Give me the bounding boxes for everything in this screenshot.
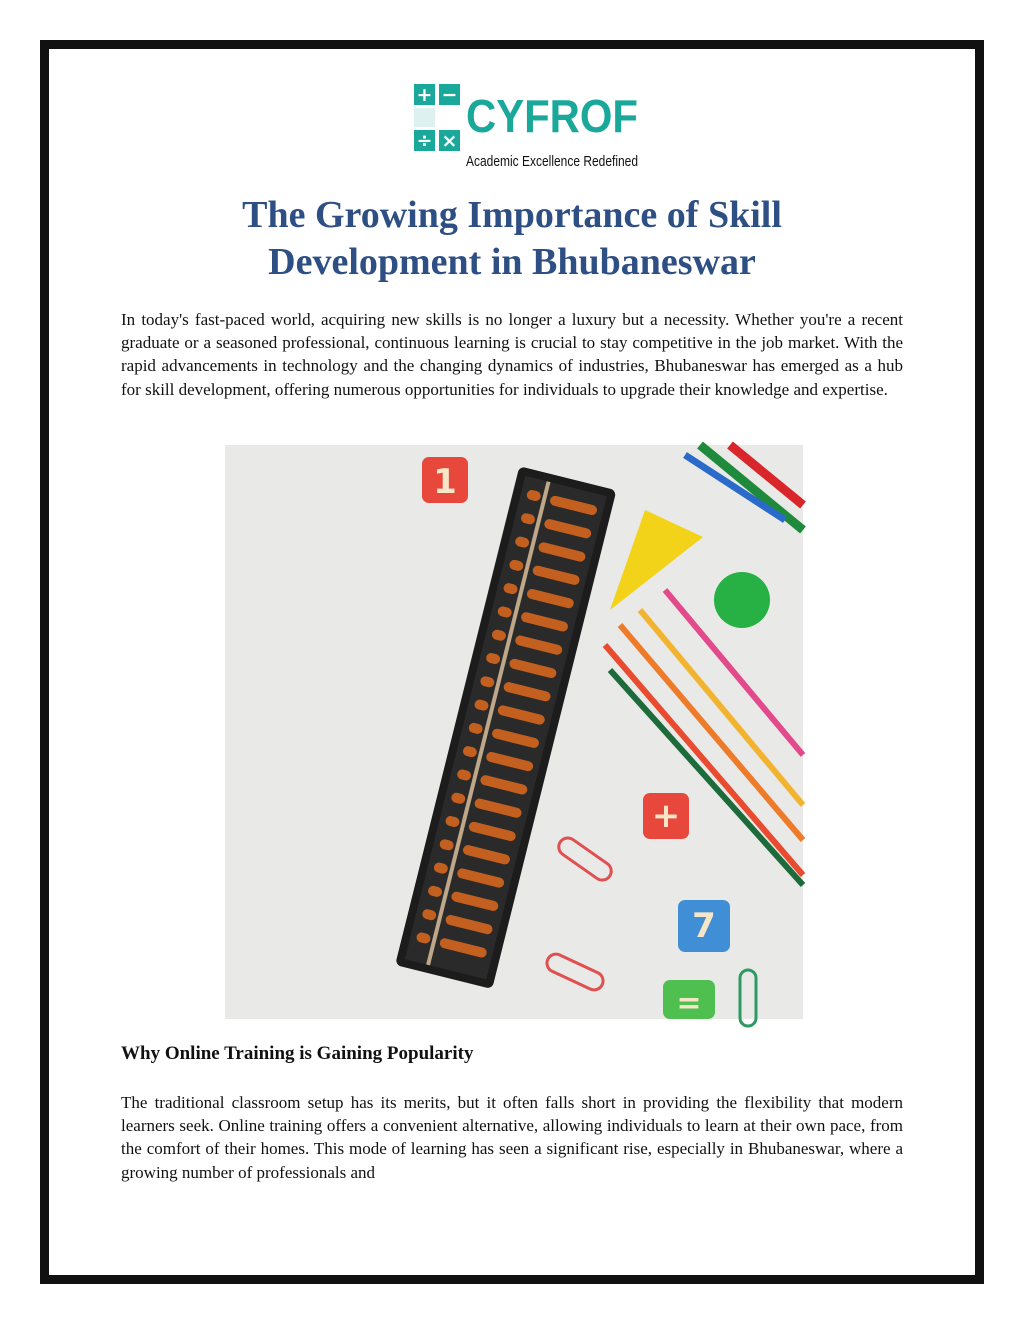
section-paragraph: The traditional classroom setup has its merits, but it often falls short in providing the flexibility that modern learners seek. Online training offers a convenient alternative, allowing individuals to learn at their own pace, from the comfort of their homes. This mode of learning has seen a significant rise, especially in Bhubaneswar, where a growing number of professionals and	[121, 1093, 903, 1182]
svg-text:1: 1	[433, 462, 457, 502]
tile-plus	[643, 793, 689, 839]
intro-paragraph: In today's fast-paced world, acquiring new skills is no longer a luxury but a necessity. Whether you're a recent graduate or a seasoned professional, continuous learning is crucial to stay competitive in the job market. With the rapid advancements in technology and the changing dynamics of industries, Bhubaneswar has emerged as a hub for skill development, offering numerous opportunities for individuals to upgrade their knowledge and expertise.	[121, 310, 903, 399]
logo-plus-symbol: +	[416, 84, 433, 106]
tile-one	[422, 457, 468, 503]
green-circle	[714, 572, 770, 628]
section-heading: Why Online Training is Gaining Popularity	[121, 1043, 474, 1064]
abacus-illustration	[225, 445, 803, 1019]
logo-brand-name: CYFROF	[466, 90, 638, 142]
svg-text:7: 7	[692, 906, 716, 946]
logo-tagline: Academic Excellence Redefined	[466, 153, 638, 170]
logo-minus-symbol: −	[441, 84, 458, 106]
tile-equals	[663, 980, 715, 1021]
cyfrof-logo	[414, 84, 640, 178]
logo-times-symbol: ×	[441, 130, 458, 152]
page-title	[120, 192, 904, 286]
page-title-line1: The Growing Importance of Skill	[242, 194, 782, 236]
tile-seven	[678, 900, 730, 952]
logo-divide-symbol: ÷	[416, 130, 433, 152]
svg-text:+: +	[651, 796, 681, 836]
svg-text:=: =	[676, 986, 702, 1021]
page-title-line2: Development in Bhubaneswar	[268, 241, 756, 283]
